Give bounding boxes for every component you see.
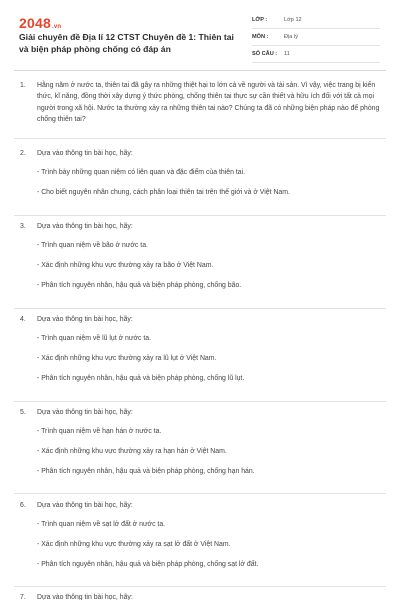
question-subitem: - Trình quan niệm về hạn hán ở nước ta.	[37, 428, 162, 435]
question-subitem: - Trình quan niệm về bão ở nước ta.	[37, 242, 148, 249]
question-subitem: - Xác định những khu vực thường xảy ra hạn hán ở Việt Nam.	[37, 448, 227, 455]
meta-row-question-count	[252, 46, 380, 63]
question-subitem: - Xác định những khu vực thường xảy ra bão ở Việt Nam.	[37, 262, 214, 269]
question-text: Hằng năm ở nước ta, thiên tai đã gây ra những thiệt hại to lớn cả về người và tài sản. Vì vậy, việc trang bị kiến thức, kĩ năng, đồng thời xây dựng ý thức phòng, chống thiên tai thực sự cần thiết và hữu ích đối với tất cả mọi người trong xã hội. Nước ta thường xảy ra những thiên tai nào? Chúng ta đã có những biện pháp nào để phòng chống thiên tai?	[37, 82, 380, 124]
question-subitem: - Xác định những khu vực thường xảy ra lũ lụt ở Việt Nam.	[37, 355, 217, 362]
question-number: 7.	[20, 594, 26, 600]
question-subitem: - Phân tích nguyên nhân, hậu quả và biện pháp phòng, chống bão.	[37, 282, 242, 289]
question-subitem: - Xác định những khu vực thường xảy ra sạt lở đất ở Việt Nam.	[37, 541, 231, 548]
question-text: Dựa vào thông tin bài học, hãy:	[37, 409, 133, 416]
meta-key: MÔN :	[252, 34, 269, 40]
logo-main: 2048	[19, 15, 51, 31]
meta-table	[252, 12, 380, 63]
header-divider	[14, 70, 386, 71]
meta-row-grade	[252, 12, 380, 29]
meta-key: SỐ CÂU :	[252, 51, 278, 57]
question-divider	[14, 215, 386, 216]
question-text: Dựa vào thông tin bài học, hãy:	[37, 223, 133, 230]
question-subitem: - Phân tích nguyên nhân, hậu quả và biện pháp phòng, chống sạt lở đất.	[37, 561, 259, 568]
meta-value: Địa lý	[284, 34, 298, 40]
meta-key: LỚP :	[252, 17, 268, 23]
question-divider	[14, 401, 386, 402]
question-subitem: - Trình quan niệm về sạt lở đất ở nước ta.	[37, 521, 166, 528]
question-subitem: - Cho biết nguyên nhân chung, cách phân loại thiên tai trên thế giới và ở Việt Nam.	[37, 189, 290, 196]
question-subitem: - Phân tích nguyên nhân, hậu quả và biện pháp phòng, chống hạn hán.	[37, 468, 255, 475]
question-number: 6.	[20, 502, 26, 509]
question-text: Dựa vào thông tin bài học, hãy:	[37, 316, 133, 323]
question-number: 2.	[20, 150, 26, 157]
question-divider	[14, 138, 386, 139]
question-number: 3.	[20, 223, 26, 230]
question-number: 1.	[20, 82, 26, 89]
question-divider	[14, 308, 386, 309]
document-title: Giải chuyên đề Địa lí 12 CTST Chuyên đề 1: Thiên tai và biện pháp phòng chống có đáp án	[19, 32, 234, 54]
question-text: Dựa vào thông tin bài học, hãy:	[37, 594, 133, 600]
question-number: 4.	[20, 316, 26, 323]
meta-value: Lớp 12	[284, 17, 302, 23]
question-number: 5.	[20, 409, 26, 416]
logo-sub: .vn	[51, 24, 62, 30]
question-subitem: - Trình bày những quan niệm có liên quan và đặc điểm của thiên tai.	[37, 169, 246, 176]
question-subitem: - Phân tích nguyên nhân, hậu quả và biện pháp phòng, chống lũ lụt.	[37, 375, 245, 382]
site-logo[interactable]	[19, 15, 61, 31]
question-divider	[14, 493, 386, 494]
question-text: Dựa vào thông tin bài học, hãy:	[37, 502, 133, 509]
question-subitem: - Trình quan niệm về lũ lụt ở nước ta.	[37, 335, 151, 342]
question-divider	[14, 586, 386, 587]
question-text: Dựa vào thông tin bài học, hãy:	[37, 150, 133, 157]
meta-row-subject	[252, 29, 380, 46]
meta-value: 11	[284, 51, 290, 57]
